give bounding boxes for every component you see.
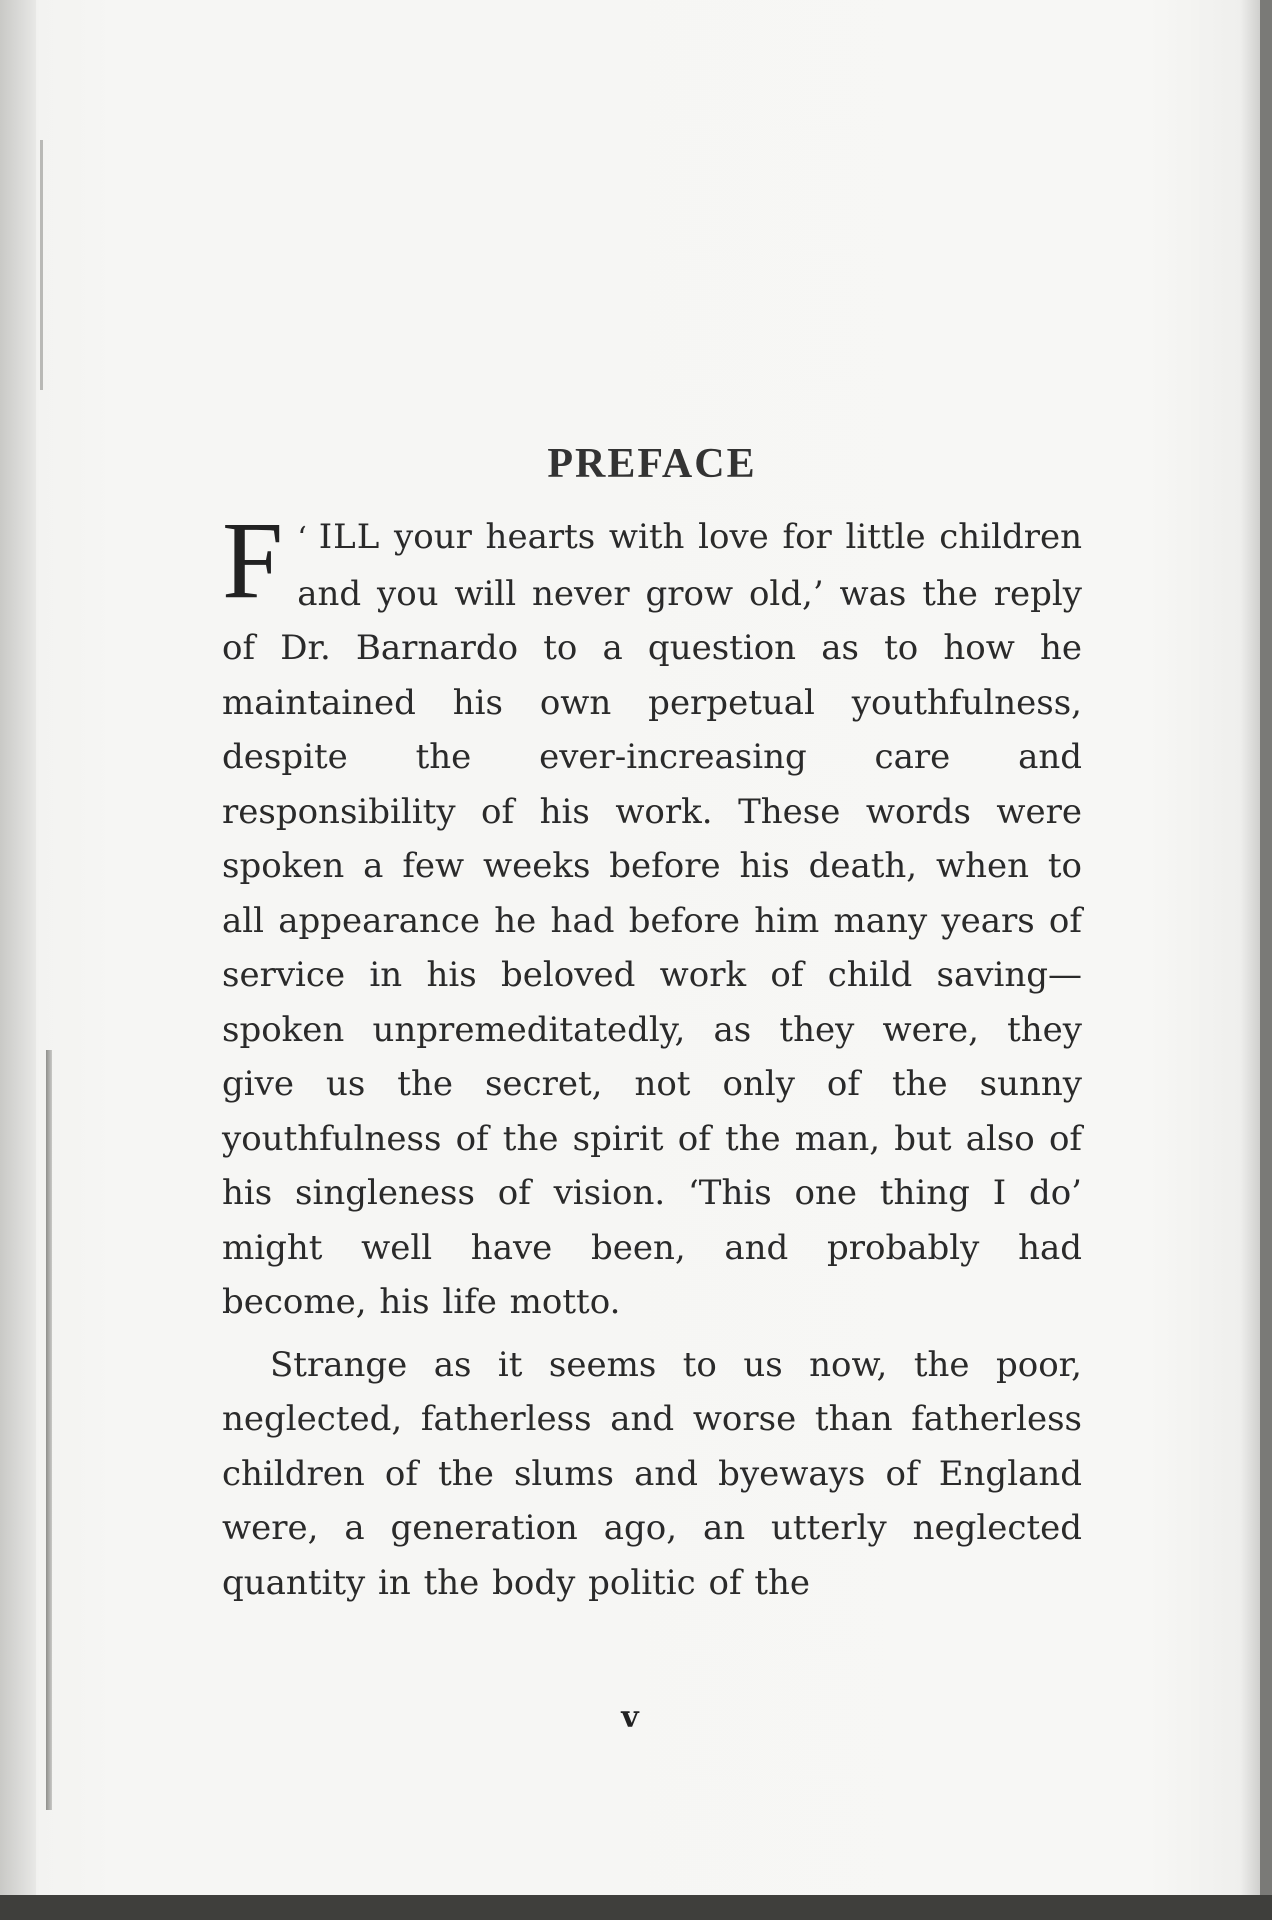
spine-crease-upper <box>40 140 43 390</box>
page-title: PREFACE <box>547 441 757 487</box>
spine-crease-lower <box>46 1050 52 1810</box>
preface-text <box>222 440 1082 1610</box>
page-number: v <box>621 1700 639 1735</box>
spine-shadow <box>0 0 36 1895</box>
opening-quote: ‘ <box>297 521 307 556</box>
paragraph-1 <box>222 499 1082 1330</box>
drop-cap: F <box>222 499 284 621</box>
paragraph-1-text: your hearts with love for little children and you will never grow old,’ was the reply of Dr. Barnardo to a question as to how he maintained his own perpetual youthfulness, despite the ever-increasing care and responsibility of his work. These words were spoken a few weeks before his death, when to all appearance he had before him many years of service in his beloved work of child saving—spoken unpremeditatedly, as they were, they give us the secret, not only of the sunny youthfulness of the spirit of the man, but also of his singleness of vision. ‘This one thing I do’ might well have been, and probably had become, his life motto. <box>222 517 1082 1322</box>
background-right-edge <box>1260 0 1272 1920</box>
background-bottom-edge <box>0 1895 1272 1920</box>
paragraph-2: Strange as it seems to us now, the poor, neglected, fatherless and worse than fatherless children of the slums and byeways of England were, a generation ago, an utterly neglected quantity in the body politic of the <box>222 1344 1082 1603</box>
lead-word: ILL <box>318 517 381 557</box>
